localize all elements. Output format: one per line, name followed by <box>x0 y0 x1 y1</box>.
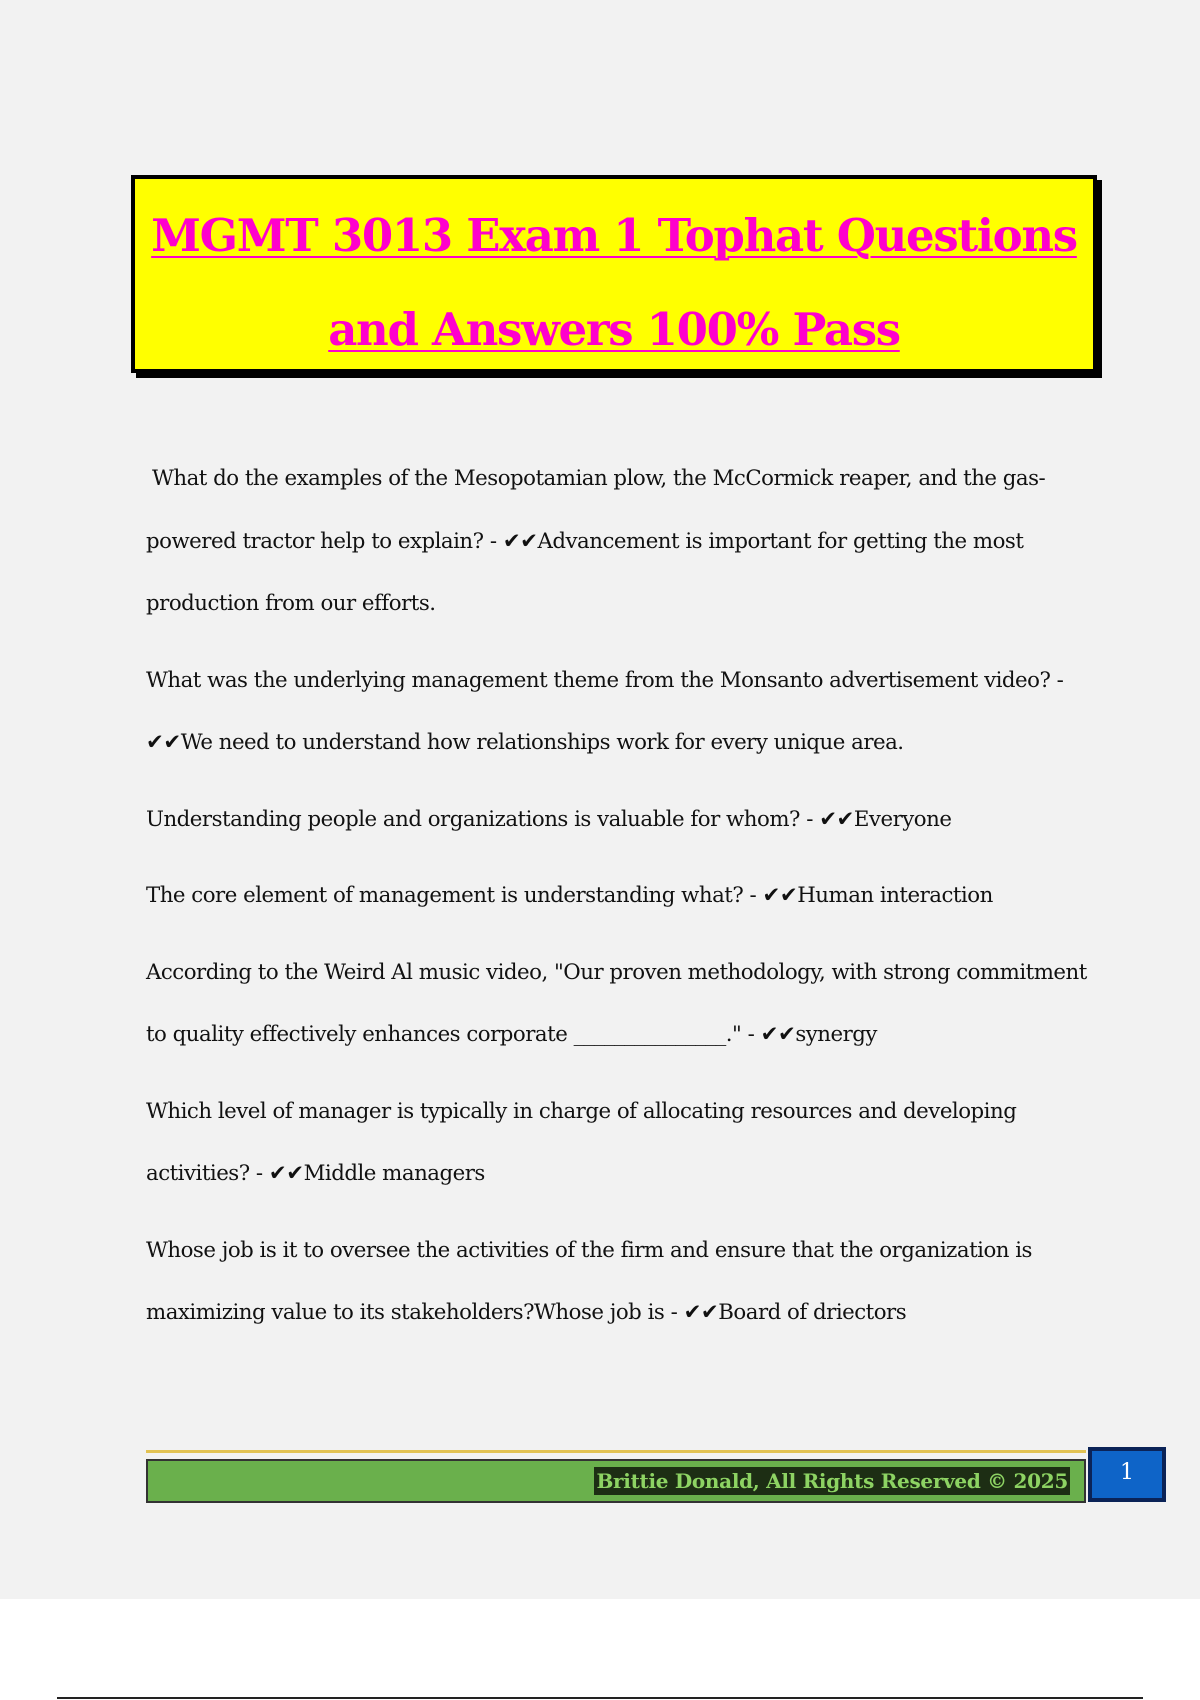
qa-item <box>146 865 1096 928</box>
check-icon: ✔✔ <box>760 1022 796 1047</box>
answer-text: Board of driectors <box>718 1300 907 1325</box>
footer-divider <box>146 1450 1086 1453</box>
qa-item <box>146 448 1096 636</box>
check-icon: ✔✔ <box>268 1161 304 1186</box>
page-bottom-divider <box>57 1697 1143 1699</box>
qa-list <box>146 448 1096 1359</box>
check-icon: ✔✔ <box>502 528 538 554</box>
title-line-2: and Answers 100% Pass <box>328 303 900 356</box>
answer-text: Advancement is important for getting the most production from our efforts. <box>146 528 1024 616</box>
question-text: The core element of management is understanding what? - <box>146 883 757 908</box>
footer-bar <box>146 1459 1086 1503</box>
answer-text: We need to understand how relationships work for every unique area. <box>180 730 904 755</box>
title-banner <box>131 175 1097 373</box>
qa-item <box>146 789 1096 852</box>
qa-item <box>146 1081 1096 1206</box>
check-icon: ✔✔ <box>819 806 854 832</box>
answer-text: synergy <box>795 1022 877 1047</box>
check-icon: ✔✔ <box>146 730 181 755</box>
qa-item <box>146 942 1096 1067</box>
title-line-1: MGMT 3013 Exam 1 Tophat Questions <box>151 209 1077 262</box>
answer-text: Everyone <box>853 806 952 832</box>
question-text: According to the Weird Al music video, "Our proven methodology, with strong commitment to quality effectively enhances corporate _______________." - <box>146 959 1087 1047</box>
qa-item <box>146 650 1096 775</box>
question-text: What was the underlying management theme from the Monsanto advertisement video? - <box>146 667 1064 693</box>
check-icon: ✔✔ <box>683 1300 719 1325</box>
question-text: What do the examples of the Mesopotamian plow, the McCormick reaper, and the gas-powered tractor help to explain? - <box>146 466 1046 554</box>
question-text: Which level of manager is typically in charge of allocating resources and developing activities? - <box>146 1098 1017 1186</box>
check-icon: ✔✔ <box>762 883 798 908</box>
answer-text: Human interaction <box>797 883 993 908</box>
qa-item <box>146 1220 1096 1345</box>
copyright-text: Brittie Donald, All Rights Reserved © 2025 <box>596 1469 1068 1493</box>
page-number: 1 <box>1088 1447 1166 1502</box>
question-text: Whose job is it to oversee the activities of the firm and ensure that the organization is maximizing value to its stakeholders?Whose job is - <box>146 1237 1032 1325</box>
question-text: Understanding people and organizations is valuable for whom? - <box>146 806 813 832</box>
answer-text: Middle managers <box>303 1161 485 1186</box>
